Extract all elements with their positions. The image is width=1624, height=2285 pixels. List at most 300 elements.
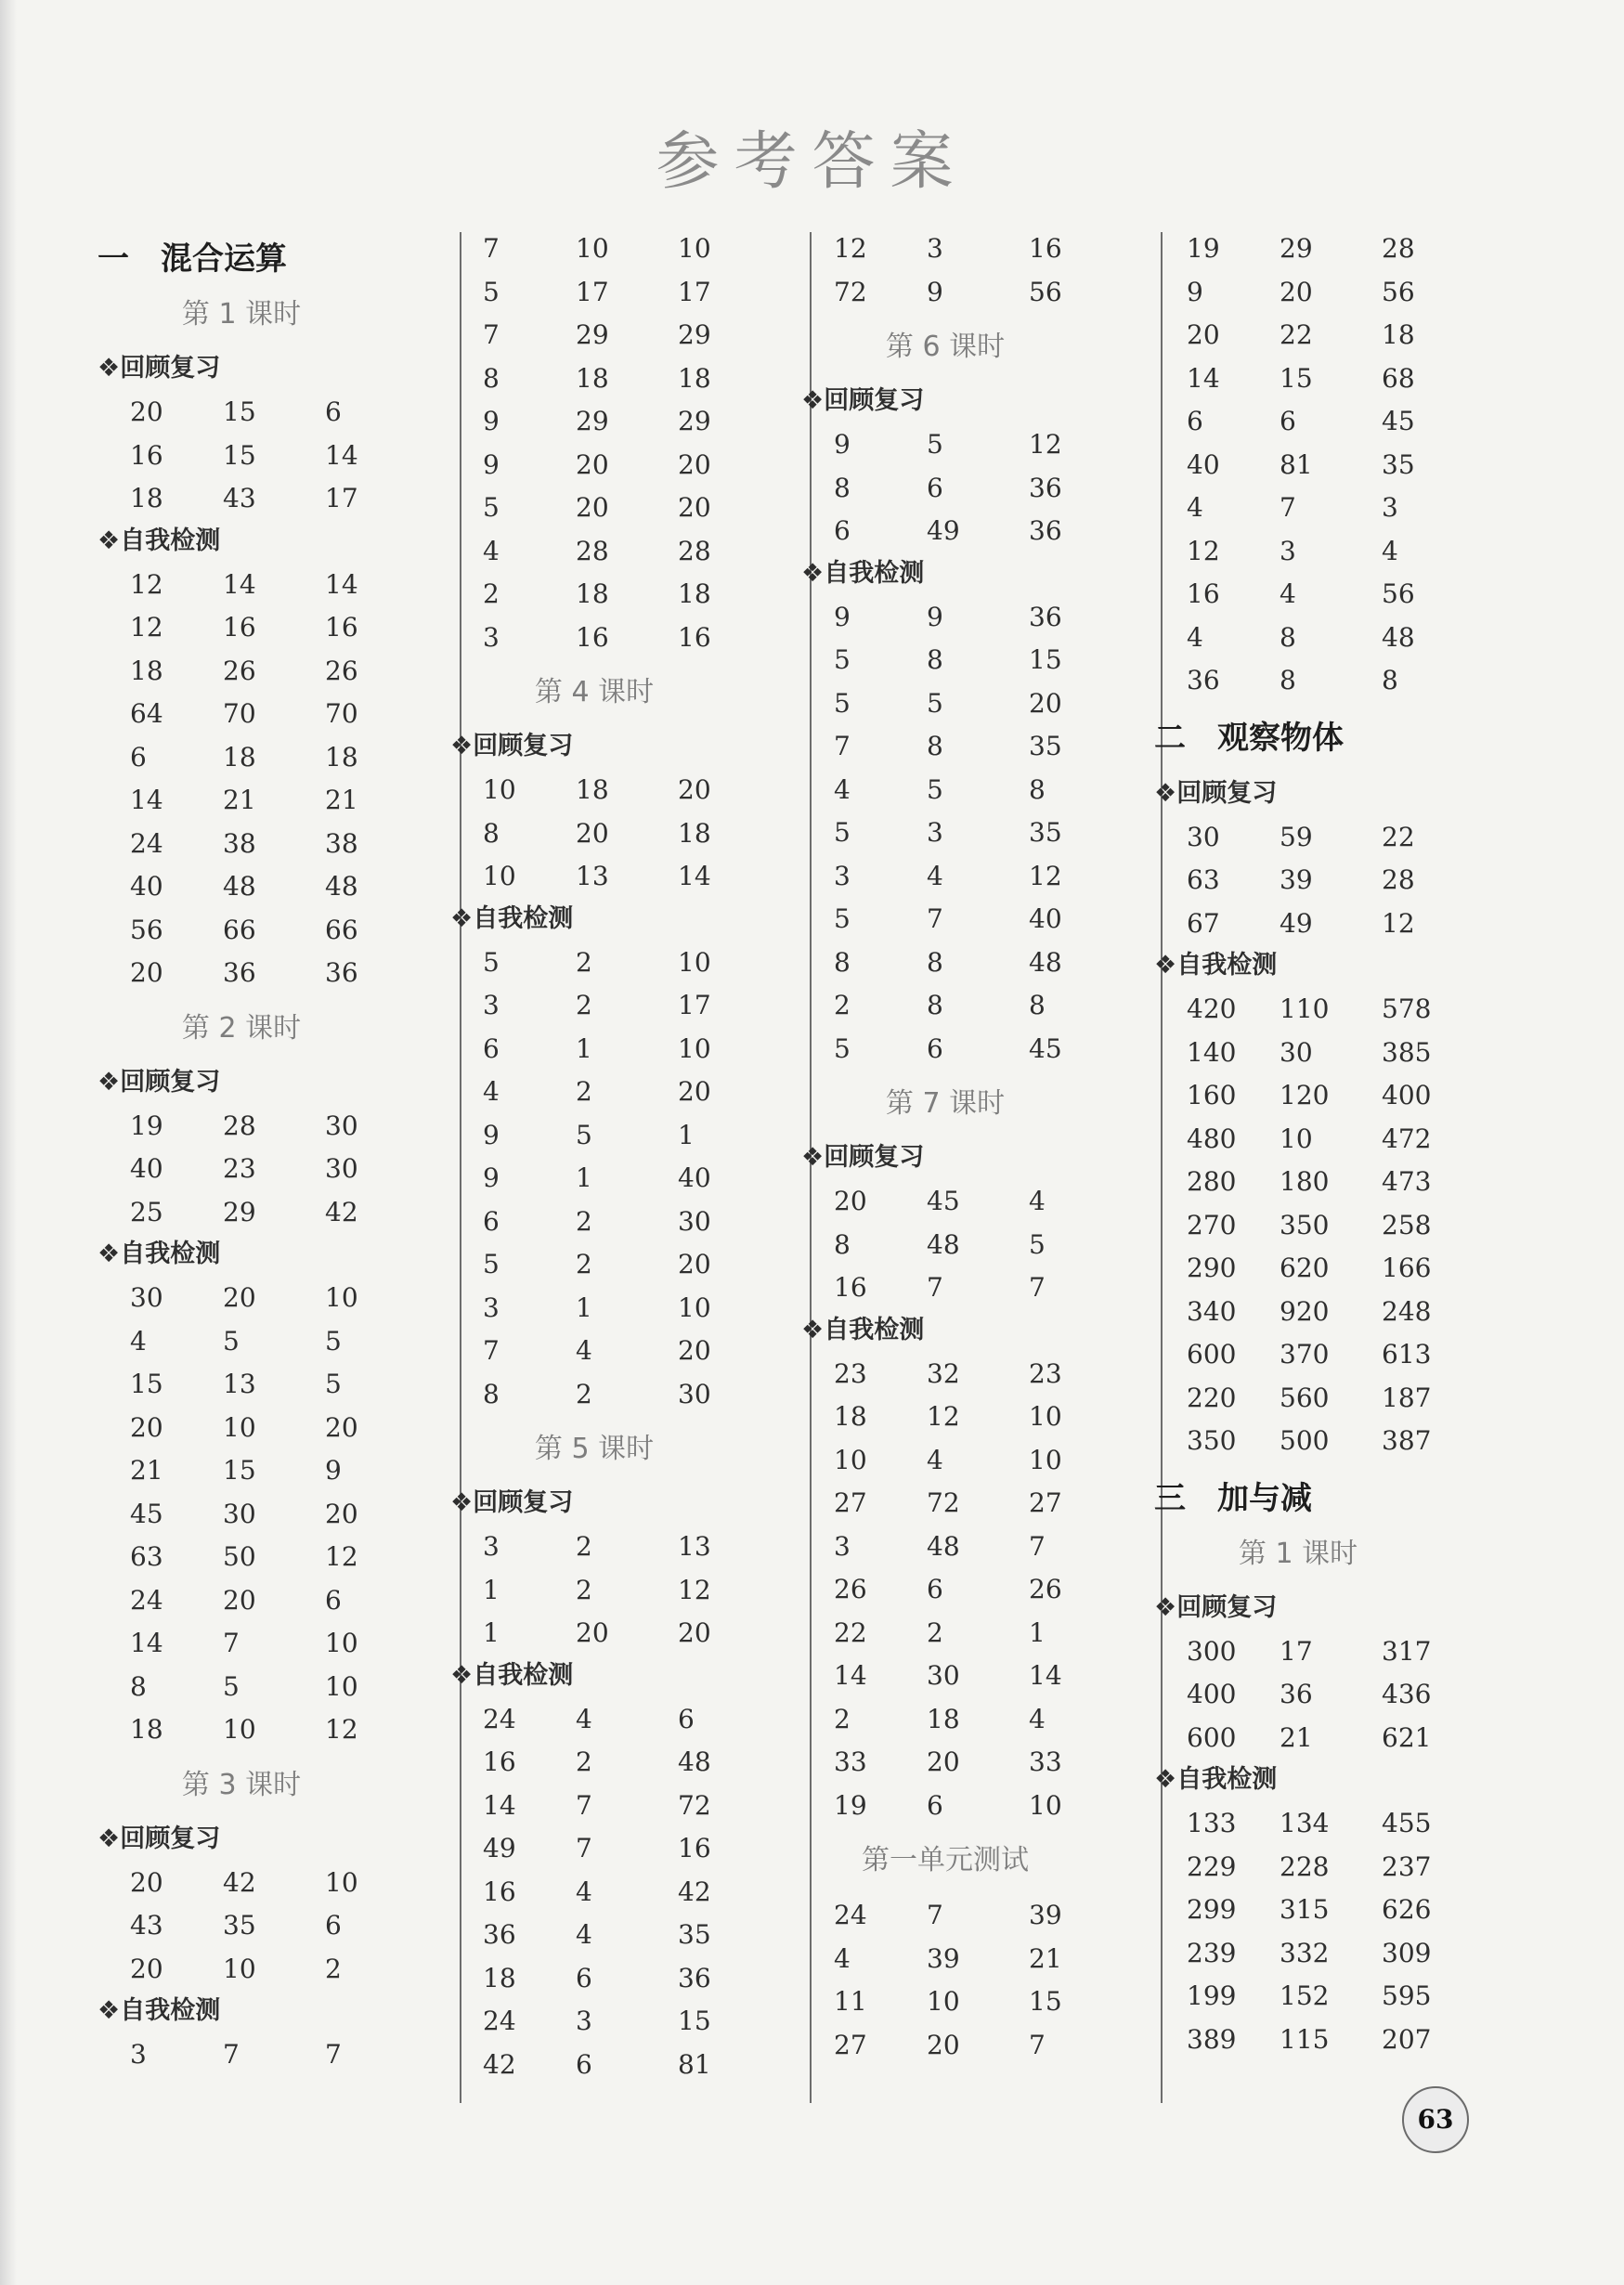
- answer-value: 72: [927, 1487, 960, 1518]
- answer-value: 110: [1280, 993, 1330, 1024]
- answer-row: [834, 2024, 1112, 2067]
- answer-value: 35: [1029, 817, 1062, 848]
- answer-value: 10: [223, 1953, 256, 1984]
- answer-value: 20: [1187, 319, 1220, 350]
- answer-value: 10: [483, 861, 516, 891]
- answer-value: 4: [130, 1325, 147, 1357]
- answer-value: 10: [1029, 1789, 1062, 1821]
- answer-value: 35: [223, 1910, 256, 1941]
- answer-value: 17: [678, 990, 711, 1020]
- answer-value: 5: [483, 492, 500, 523]
- answer-value: 49: [1280, 907, 1313, 939]
- answer-value: 133: [1187, 1808, 1237, 1838]
- answer-row: [483, 1330, 761, 1372]
- answer-value: 20: [130, 1866, 163, 1898]
- answer-row: [834, 1482, 1112, 1525]
- answer-row: [483, 1157, 761, 1200]
- answer-value: 17: [678, 276, 711, 307]
- self-check-heading: ❖自我检测: [97, 1240, 221, 1268]
- answer-value: 13: [678, 1531, 711, 1562]
- answer-row: [130, 1666, 409, 1708]
- answer-value: 24: [483, 1703, 516, 1734]
- answer-row: [1187, 400, 1465, 443]
- answer-value: 14: [130, 1628, 163, 1658]
- answer-row: [1187, 357, 1465, 400]
- answer-value: 21: [325, 785, 358, 815]
- answer-value: 15: [223, 1455, 256, 1486]
- answer-value: 3: [576, 2006, 592, 2036]
- answer-row: [1187, 816, 1465, 859]
- answer-value: 10: [1029, 1444, 1062, 1475]
- answer-value: 15: [678, 2006, 711, 2036]
- page-title: 参考答案: [656, 125, 968, 199]
- answer-value: 8: [927, 990, 943, 1020]
- answer-value: 6: [325, 1584, 342, 1616]
- answer-value: 7: [483, 1335, 500, 1366]
- answer-value: 36: [1029, 515, 1062, 546]
- answer-value: 12: [130, 612, 163, 643]
- answer-row: [130, 1904, 409, 1947]
- answer-value: 620: [1280, 1253, 1330, 1283]
- answer-row: [483, 1525, 761, 1568]
- answer-value: 160: [1187, 1080, 1237, 1110]
- answer-value: 36: [223, 957, 256, 988]
- answer-value: 299: [1187, 1894, 1237, 1925]
- answer-row: [130, 1493, 409, 1536]
- answer-value: 15: [1029, 644, 1062, 675]
- answer-value: 455: [1382, 1808, 1432, 1838]
- answer-row: [834, 1396, 1112, 1438]
- answer-row: [1187, 487, 1465, 529]
- answer-value: 16: [834, 1272, 867, 1303]
- answer-value: 18: [130, 483, 163, 513]
- lesson-heading: 第 3 课时: [181, 1768, 302, 1801]
- answer-value: 38: [325, 827, 358, 859]
- answer-value: 14: [834, 1660, 867, 1691]
- answer-value: 4: [576, 1335, 592, 1366]
- answer-value: 10: [1029, 1401, 1062, 1432]
- answer-value: 13: [223, 1369, 256, 1399]
- answer-value: 28: [576, 535, 609, 566]
- answer-value: 8: [483, 817, 500, 849]
- answer-value: 20: [576, 448, 609, 480]
- answer-value: 2: [834, 990, 851, 1020]
- page-number: 63: [1402, 2086, 1469, 2153]
- answer-value: 6: [678, 1703, 695, 1734]
- answer-value: 81: [1280, 448, 1313, 480]
- answer-value: 3: [927, 233, 943, 264]
- answer-value: 180: [1280, 1166, 1330, 1197]
- answer-value: 10: [678, 233, 711, 264]
- answer-value: 23: [223, 1153, 256, 1184]
- answer-value: 27: [834, 2029, 867, 2060]
- answer-value: 26: [1029, 1574, 1062, 1604]
- answer-row: [130, 1536, 409, 1578]
- answer-row: [834, 725, 1112, 768]
- answer-value: 8: [927, 644, 943, 675]
- answer-row: [483, 1373, 761, 1416]
- review-heading: ❖回顾复习: [1154, 778, 1278, 808]
- answer-value: 300: [1187, 1635, 1237, 1667]
- answer-value: 20: [678, 1335, 711, 1366]
- review-heading: ❖回顾复习: [97, 354, 221, 383]
- review-heading: ❖回顾复习: [801, 1143, 925, 1172]
- answer-value: 13: [576, 861, 609, 891]
- answer-value: 35: [1029, 731, 1062, 761]
- answer-value: 42: [223, 1866, 256, 1898]
- answer-value: 20: [927, 1746, 960, 1777]
- answer-value: 4: [1029, 1703, 1046, 1734]
- lesson-heading: 第 1 课时: [1238, 1537, 1358, 1570]
- answer-value: 7: [576, 1833, 592, 1863]
- answer-value: 5: [325, 1369, 342, 1399]
- answer-value: 12: [1382, 907, 1415, 939]
- answer-value: 14: [325, 568, 358, 600]
- answer-value: 36: [1029, 472, 1062, 503]
- answer-value: 1: [576, 1032, 592, 1064]
- answer-value: 17: [576, 276, 609, 307]
- answer-row: [834, 1266, 1112, 1309]
- answer-row: [483, 1914, 761, 1956]
- answer-value: 2: [576, 1574, 592, 1605]
- answer-value: 7: [223, 2039, 240, 2070]
- answer-value: 40: [1029, 903, 1062, 934]
- answer-value: 4: [576, 1703, 592, 1734]
- answer-value: 317: [1382, 1635, 1432, 1667]
- answer-value: 70: [325, 698, 358, 729]
- answer-row: [1187, 1630, 1465, 1673]
- answer-value: 152: [1280, 1980, 1330, 2011]
- answer-value: 9: [483, 1119, 500, 1150]
- answer-value: 8: [483, 362, 500, 394]
- answer-value: 18: [483, 1962, 516, 1993]
- answer-value: 10: [576, 233, 609, 264]
- answer-row: [483, 984, 761, 1027]
- answer-row: [483, 855, 761, 898]
- answer-value: 12: [325, 1714, 358, 1745]
- answer-value: 5: [927, 687, 943, 719]
- answer-value: 24: [483, 2006, 516, 2036]
- answer-value: 10: [223, 1714, 256, 1745]
- answer-value: 18: [834, 1401, 867, 1432]
- answer-value: 22: [1382, 821, 1415, 852]
- answer-value: 32: [927, 1357, 960, 1389]
- answer-value: 20: [678, 1076, 711, 1107]
- answer-value: 68: [1382, 362, 1415, 394]
- answer-value: 21: [130, 1455, 163, 1486]
- answer-value: 18: [130, 655, 163, 686]
- review-heading: ❖回顾复习: [97, 1067, 221, 1097]
- answer-row: [483, 941, 761, 984]
- answer-row: [834, 1785, 1112, 1827]
- answer-value: 7: [1029, 1530, 1046, 1562]
- answer-row: [834, 1525, 1112, 1568]
- answer-value: 16: [576, 621, 609, 653]
- answer-row: [130, 1449, 409, 1492]
- answer-value: 472: [1382, 1123, 1432, 1154]
- answer-value: 6: [130, 741, 147, 772]
- answer-row: [834, 941, 1112, 984]
- answer-row: [130, 1148, 409, 1190]
- answer-value: 7: [834, 731, 851, 761]
- answer-value: 29: [678, 319, 711, 350]
- answer-value: 48: [1382, 621, 1415, 653]
- answer-value: 7: [576, 1789, 592, 1821]
- answer-value: 2: [483, 578, 500, 609]
- answer-value: 35: [678, 1919, 711, 1950]
- answer-value: 480: [1187, 1123, 1237, 1154]
- answer-value: 29: [1280, 233, 1313, 264]
- answer-row: [1187, 2019, 1465, 2061]
- answer-row: [130, 1105, 409, 1148]
- answer-value: 220: [1187, 1382, 1237, 1413]
- answer-row: [1187, 1975, 1465, 2018]
- answer-value: 30: [678, 1378, 711, 1409]
- answer-value: 1: [678, 1119, 695, 1150]
- answer-row: [1187, 1802, 1465, 1845]
- answer-value: 27: [834, 1487, 867, 1518]
- answer-value: 4: [1280, 578, 1296, 609]
- answer-value: 16: [1029, 233, 1062, 264]
- answer-value: 315: [1280, 1894, 1330, 1925]
- answer-value: 613: [1382, 1339, 1432, 1370]
- answer-value: 6: [1187, 406, 1203, 436]
- answer-value: 6: [325, 1910, 342, 1941]
- answer-value: 8: [927, 731, 943, 761]
- answer-value: 8: [834, 1228, 851, 1260]
- answer-row: [130, 564, 409, 606]
- answer-value: 20: [576, 1617, 609, 1648]
- answer-row: [130, 952, 409, 994]
- answer-value: 8: [1280, 621, 1296, 653]
- answer-value: 115: [1280, 2023, 1330, 2055]
- answer-value: 26: [834, 1574, 867, 1604]
- answer-value: 20: [325, 1498, 358, 1529]
- answer-row: [483, 1287, 761, 1330]
- answer-value: 8: [1280, 665, 1296, 695]
- answer-value: 19: [1187, 233, 1220, 264]
- answer-value: 258: [1382, 1209, 1432, 1240]
- answer-value: 10: [325, 1866, 358, 1898]
- answer-value: 28: [1382, 864, 1415, 895]
- answer-row: [130, 1708, 409, 1751]
- answer-value: 29: [678, 406, 711, 436]
- answer-value: 56: [1382, 276, 1415, 307]
- answer-row: [834, 1612, 1112, 1655]
- answer-value: 4: [1187, 621, 1203, 653]
- answer-value: 560: [1280, 1382, 1330, 1413]
- answer-row: [834, 1938, 1112, 1980]
- lesson-heading: 第 6 课时: [885, 331, 1006, 363]
- answer-row: [1187, 314, 1465, 357]
- answer-value: 30: [927, 1660, 960, 1691]
- answer-value: 5: [834, 1032, 851, 1064]
- answer-value: 16: [678, 1833, 711, 1863]
- answer-value: 45: [1382, 406, 1415, 436]
- answer-value: 10: [678, 946, 711, 978]
- answer-row: [1187, 1032, 1465, 1074]
- answer-value: 10: [1280, 1123, 1313, 1154]
- answer-row: [1187, 1074, 1465, 1117]
- answer-value: 6: [927, 1574, 943, 1604]
- lesson-heading: 第 1 课时: [181, 298, 302, 331]
- answer-value: 4: [927, 1444, 943, 1475]
- answer-value: 4: [834, 773, 851, 805]
- answer-row: [834, 682, 1112, 725]
- answer-value: 36: [678, 1962, 711, 1993]
- answer-value: 45: [130, 1498, 163, 1529]
- answer-value: 48: [325, 871, 358, 902]
- page-edge-shadow: [0, 0, 17, 2285]
- answer-value: 45: [1029, 1032, 1062, 1064]
- answer-value: 8: [834, 472, 851, 503]
- answer-value: 3: [130, 2039, 147, 2070]
- answer-row: [1187, 1161, 1465, 1203]
- answer-value: 17: [325, 483, 358, 513]
- answer-row: [483, 1871, 761, 1914]
- review-heading: ❖回顾复习: [801, 386, 925, 415]
- answer-value: 6: [927, 1789, 943, 1821]
- answer-row: [483, 1698, 761, 1741]
- answer-value: 42: [678, 1876, 711, 1907]
- answer-row: [1187, 1420, 1465, 1462]
- answer-value: 199: [1187, 1980, 1237, 2011]
- answer-row: [483, 1243, 761, 1286]
- answer-value: 15: [223, 439, 256, 471]
- answer-row: [1187, 659, 1465, 702]
- answer-value: 19: [834, 1789, 867, 1821]
- unit-heading: 二 观察物体: [1154, 719, 1344, 757]
- answer-row: [834, 855, 1112, 898]
- answer-value: 12: [1187, 535, 1220, 566]
- answer-row: [834, 769, 1112, 811]
- answer-row: [1187, 1377, 1465, 1420]
- answer-value: 5: [483, 946, 500, 978]
- answer-value: 15: [130, 1369, 163, 1399]
- answer-value: 5: [834, 644, 851, 675]
- answer-value: 8: [483, 1378, 500, 1409]
- answer-value: 9: [325, 1455, 342, 1486]
- answer-value: 42: [483, 2048, 516, 2080]
- answer-value: 350: [1280, 1209, 1330, 1240]
- answer-value: 140: [1187, 1036, 1237, 1068]
- answer-value: 3: [1382, 492, 1398, 523]
- answer-row: [130, 606, 409, 649]
- answer-value: 3: [483, 1292, 500, 1323]
- answer-value: 70: [223, 698, 256, 729]
- answer-value: 72: [678, 1789, 711, 1821]
- answer-value: 10: [223, 1411, 256, 1443]
- answer-value: 2: [576, 990, 592, 1020]
- answer-value: 18: [576, 774, 609, 805]
- answer-value: 21: [1029, 1942, 1062, 1974]
- answer-value: 28: [1382, 233, 1415, 264]
- answer-value: 10: [325, 1628, 358, 1658]
- answer-value: 63: [130, 1541, 163, 1572]
- answer-row: [130, 1948, 409, 1991]
- answer-row: [1187, 227, 1465, 270]
- answer-value: 50: [223, 1541, 256, 1572]
- answer-value: 18: [325, 741, 358, 772]
- answer-value: 30: [130, 1282, 163, 1313]
- answer-value: 8: [1029, 773, 1046, 805]
- answer-row: [1187, 1889, 1465, 1931]
- answer-value: 20: [1029, 687, 1062, 719]
- answer-value: 30: [325, 1110, 358, 1141]
- answer-value: 6: [927, 472, 943, 503]
- answer-value: 16: [678, 621, 711, 653]
- answer-value: 21: [223, 785, 256, 815]
- answer-row: [130, 909, 409, 952]
- answer-value: 16: [325, 612, 358, 643]
- answer-row: [1187, 1932, 1465, 1975]
- answer-value: 3: [1280, 535, 1296, 566]
- answer-value: 9: [834, 601, 851, 632]
- answer-row: [834, 227, 1112, 270]
- answer-row: [1187, 1291, 1465, 1333]
- answer-value: 12: [678, 1574, 711, 1605]
- answer-row: [483, 444, 761, 487]
- answer-value: 10: [483, 774, 516, 805]
- answer-value: 21: [1280, 1721, 1313, 1753]
- answer-value: 389: [1187, 2023, 1237, 2055]
- answer-value: 3: [834, 1530, 851, 1562]
- answer-row: [483, 400, 761, 443]
- answer-value: 9: [834, 429, 851, 460]
- answer-value: 8: [834, 946, 851, 978]
- answer-value: 30: [1280, 1036, 1313, 1068]
- answer-value: 16: [1187, 578, 1220, 609]
- answer-value: 5: [223, 1670, 240, 1702]
- answer-value: 5: [927, 429, 943, 460]
- answer-value: 8: [1029, 990, 1046, 1020]
- answer-value: 18: [130, 1714, 163, 1745]
- self-check-heading: ❖自我检测: [450, 1660, 574, 1690]
- answer-row: [1187, 444, 1465, 487]
- answer-value: 20: [130, 957, 163, 988]
- answer-value: 20: [130, 1411, 163, 1443]
- answer-value: 2: [576, 946, 592, 978]
- answer-row: [483, 530, 761, 573]
- answer-row: [130, 1363, 409, 1406]
- answer-value: 23: [1029, 1357, 1062, 1389]
- answer-value: 66: [325, 914, 358, 945]
- answer-value: 64: [130, 698, 163, 729]
- answer-value: 3: [483, 621, 500, 653]
- answer-value: 66: [223, 914, 256, 945]
- answer-value: 4: [927, 860, 943, 891]
- answer-value: 20: [576, 817, 609, 849]
- answer-row: [483, 1201, 761, 1243]
- answer-value: 43: [223, 483, 256, 513]
- answer-value: 18: [223, 741, 256, 772]
- answer-row: [1187, 1118, 1465, 1161]
- answer-row: [834, 1980, 1112, 2023]
- answer-value: 2: [576, 1076, 592, 1107]
- answer-value: 166: [1382, 1253, 1432, 1283]
- answer-value: 1: [576, 1162, 592, 1193]
- answer-value: 5: [483, 276, 500, 307]
- unit-heading: 一 混合运算: [97, 240, 287, 278]
- answer-value: 2: [325, 1953, 342, 1984]
- answer-row: [834, 1894, 1112, 1937]
- self-check-heading: ❖自我检测: [97, 1996, 221, 2025]
- answer-value: 626: [1382, 1894, 1432, 1925]
- answer-row: [130, 779, 409, 822]
- answer-value: 436: [1382, 1679, 1432, 1709]
- answer-value: 16: [223, 612, 256, 643]
- answer-row: [834, 510, 1112, 552]
